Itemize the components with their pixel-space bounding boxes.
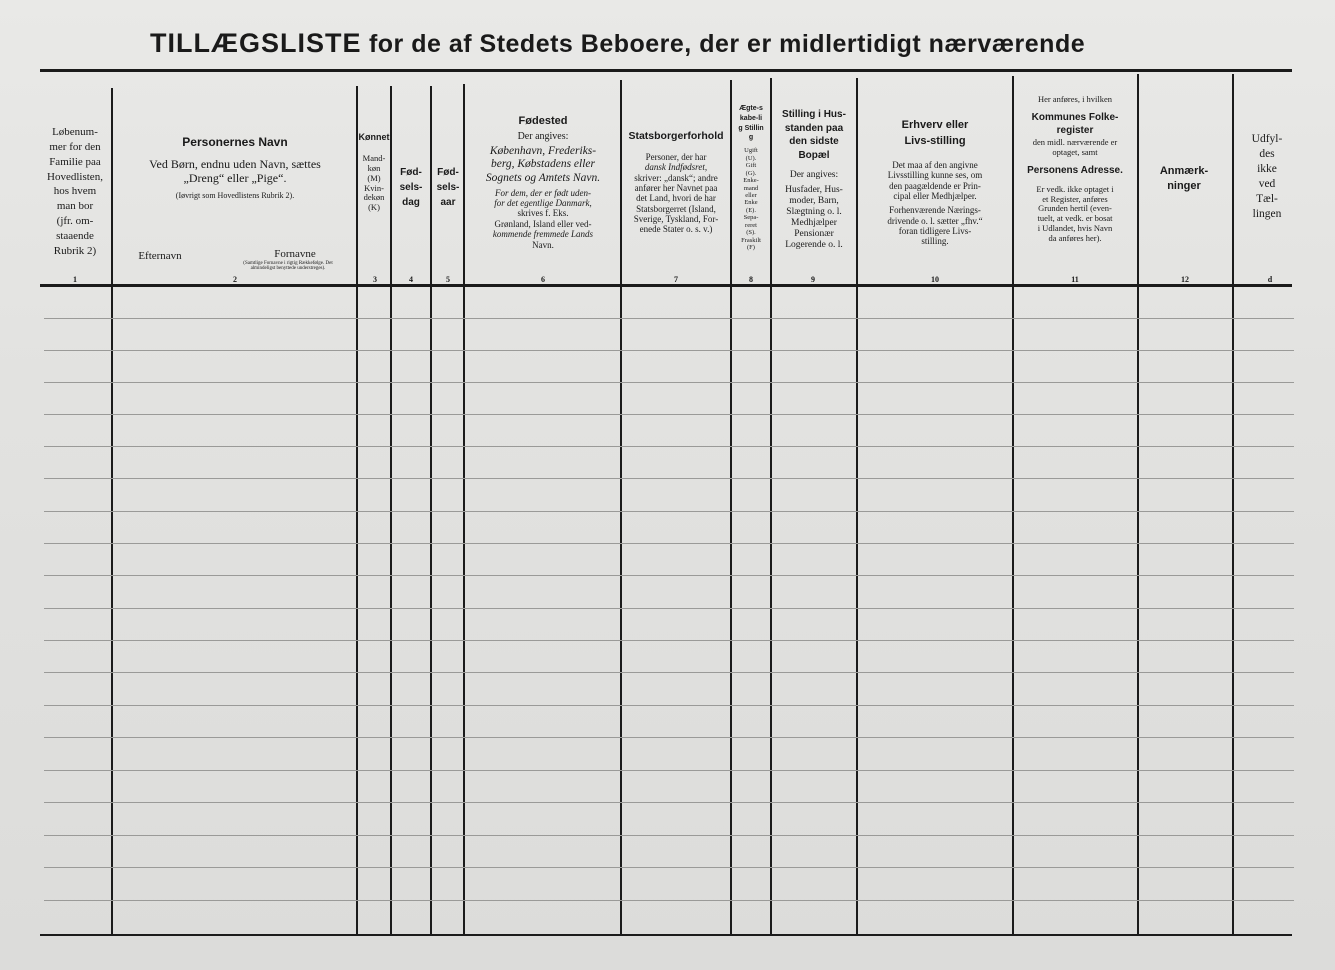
col8-line: (G). bbox=[745, 169, 757, 177]
row-line bbox=[44, 608, 1294, 609]
col6-heading: Fødested bbox=[518, 115, 568, 127]
col7-header bbox=[622, 130, 730, 235]
col10-header bbox=[860, 118, 1010, 247]
col9-line: moder, Barn, bbox=[789, 195, 839, 206]
col8-line: (U). bbox=[745, 154, 757, 162]
col1-header bbox=[38, 125, 112, 259]
col-sep-4 bbox=[430, 86, 432, 934]
col8-line: Enke- bbox=[743, 177, 759, 185]
col1-line: (jfr. om- bbox=[56, 215, 94, 228]
cold-number: d bbox=[1267, 275, 1273, 284]
col2-fornavne-note: (Samtlige Fornavne i rigtig Rækkefølge. Det almindeligst benyttede understreges). bbox=[243, 261, 333, 272]
cold-line: ved bbox=[1258, 177, 1276, 190]
col7-line: Sverige, Tyskland, For- bbox=[633, 214, 719, 225]
col11-number: 11 bbox=[1071, 275, 1079, 284]
col9-line: Husfader, Hus- bbox=[785, 184, 843, 195]
col3-line: køn bbox=[367, 163, 381, 174]
col3-line: (K) bbox=[368, 202, 380, 213]
col8-line: eller bbox=[745, 192, 757, 199]
col11-line: da anføres her). bbox=[1048, 232, 1102, 243]
col1-line: Hovedlisten, bbox=[47, 170, 103, 183]
col10-number: 10 bbox=[931, 275, 939, 284]
row-line bbox=[44, 511, 1294, 512]
header-top-rule bbox=[40, 69, 1292, 72]
col6-line: Der angives: bbox=[517, 130, 569, 142]
col9-line: Logerende o. l. bbox=[785, 239, 843, 250]
form-title bbox=[150, 28, 1200, 59]
row-line bbox=[44, 672, 1294, 673]
col11-heading1: Kommunes Folke-register bbox=[1031, 111, 1119, 137]
col5-number: 5 bbox=[446, 275, 450, 284]
cold-line: ikke bbox=[1257, 162, 1277, 175]
col8-line: Enke bbox=[744, 199, 758, 207]
col6-line: Sognets og Amtets Navn. bbox=[485, 171, 601, 184]
col6-line: berg, Købstadens eller bbox=[490, 158, 596, 171]
form-title-rest: for de af Stedets Beboere, der er midlertidigt nærværende bbox=[368, 30, 1086, 58]
col9-heading: Stilling i Hus-standen paa den sidste Bopæl bbox=[782, 109, 846, 161]
cold-line: des bbox=[1259, 147, 1275, 160]
col4-heading: Fød-sels-dag bbox=[399, 167, 423, 208]
row-line bbox=[44, 770, 1294, 771]
row-line bbox=[44, 575, 1294, 576]
row-line bbox=[44, 867, 1294, 868]
col1-line: staaende bbox=[56, 229, 94, 242]
cold-line: lingen bbox=[1252, 207, 1282, 220]
col8-number: 8 bbox=[749, 275, 753, 284]
col8-line: mand bbox=[743, 184, 759, 192]
col7-line: enede Stater o. s. v.) bbox=[639, 224, 713, 235]
col6-line: Navn. bbox=[532, 239, 554, 250]
col11-line: tuelt, at vedk. er bosat bbox=[1037, 213, 1113, 224]
col2-efternavn: Efternavn bbox=[138, 250, 182, 262]
col2-note: (Iøvrigt som Hovedlistens Rubrik 2). bbox=[175, 191, 295, 201]
col8-heading: Ægte-skabe-lig Stilling bbox=[738, 105, 764, 142]
row-line bbox=[44, 478, 1294, 479]
row-line bbox=[44, 350, 1294, 351]
col3-number: 3 bbox=[373, 275, 377, 284]
col9-line: Medhjælper bbox=[791, 217, 837, 228]
cold-line: Udfyl- bbox=[1251, 133, 1283, 145]
col1-line: man bor bbox=[56, 200, 94, 213]
col8-line: Gift bbox=[745, 162, 757, 170]
col11-top: Her anføres, i hvilken bbox=[1037, 94, 1113, 104]
col3-line: dekøn bbox=[363, 192, 385, 203]
col11-line: i Udlandet, hvis Navn bbox=[1037, 222, 1113, 233]
col11-line: Grunden hertil (even- bbox=[1038, 203, 1112, 214]
col11-line: Er vedk. ikke optaget i bbox=[1036, 183, 1114, 194]
row-line bbox=[44, 640, 1294, 641]
cold-line: Tæl- bbox=[1256, 192, 1278, 205]
col7-line: skriver: „dansk“; andre bbox=[634, 172, 718, 183]
row-line bbox=[44, 737, 1294, 738]
col7-line: det Land, hvori de har bbox=[636, 193, 716, 204]
col9-line: Slægtning o. l. bbox=[786, 206, 842, 217]
row-line bbox=[44, 446, 1294, 447]
col1-line: hos hvem bbox=[53, 185, 97, 198]
col-sep-8 bbox=[770, 78, 772, 934]
row-line bbox=[44, 414, 1294, 415]
col9-line: Der angives: bbox=[789, 170, 839, 180]
col1-line: Løbenum- bbox=[52, 126, 98, 138]
col3-heading: Kønnet bbox=[358, 132, 390, 142]
col12-header bbox=[1152, 164, 1216, 194]
col1-line: mer for den bbox=[49, 140, 101, 153]
col1-number: 1 bbox=[73, 275, 77, 284]
col5-heading: Fød-sels-aar bbox=[436, 167, 460, 208]
col10-line: Forhenværende Nærings- bbox=[889, 205, 981, 216]
table-bottom-rule bbox=[40, 934, 1292, 936]
row-line bbox=[44, 802, 1294, 803]
col6-line: København, Frederiks- bbox=[489, 145, 597, 158]
col8-line: Fraskilt bbox=[741, 236, 761, 244]
row-line bbox=[44, 318, 1294, 319]
col2-number: 2 bbox=[233, 275, 237, 284]
col5-header bbox=[434, 165, 462, 210]
col-sep-12 bbox=[1232, 74, 1234, 934]
col-sep-11 bbox=[1137, 74, 1139, 934]
col6-line: Grønland, Island eller ved- bbox=[494, 218, 592, 229]
col7-line: Statsborgerret (Island, bbox=[636, 203, 716, 214]
col6-line: kommende fremmede Lands bbox=[492, 229, 594, 240]
col7-heading: Statsborgerforhold bbox=[628, 130, 724, 142]
col8-header bbox=[732, 104, 770, 252]
col11-header bbox=[1014, 95, 1136, 243]
col7-line: Personer, der har bbox=[645, 152, 707, 163]
col10-line: foran tidligere Livs- bbox=[898, 225, 972, 236]
col10-line: stilling. bbox=[921, 236, 949, 247]
col-sep-9 bbox=[856, 78, 858, 934]
col6-line: skrives f. Eks. bbox=[517, 208, 569, 219]
row-line bbox=[44, 835, 1294, 836]
header-bottom-rule bbox=[40, 284, 1292, 287]
col3-line: Kvin- bbox=[364, 182, 384, 193]
row-line bbox=[44, 900, 1294, 901]
col8-line: reret bbox=[745, 221, 757, 229]
col11-heading2: Personens Adresse. bbox=[1027, 165, 1123, 177]
col7-number: 7 bbox=[674, 275, 678, 284]
col6-line: For dem, der er født uden- bbox=[495, 187, 591, 198]
col-sep-2 bbox=[356, 86, 358, 934]
col3-header bbox=[358, 132, 390, 213]
col6-line: for det egentlige Danmark, bbox=[494, 198, 592, 209]
col-sep-3 bbox=[390, 86, 392, 934]
col-sep-5 bbox=[463, 84, 465, 934]
col10-line: den paagældende er Prin- bbox=[889, 180, 981, 191]
col10-line: drivende o. l. sætter „fhv.“ bbox=[887, 215, 983, 226]
col9-number: 9 bbox=[811, 275, 815, 284]
col4-header bbox=[394, 165, 428, 210]
col2-line1: Ved Børn, endnu uden Navn, sættes bbox=[149, 156, 321, 171]
col1-line: Rubrik 2) bbox=[53, 244, 97, 257]
col2-line2: „Dreng“ eller „Pige“. bbox=[183, 170, 287, 185]
row-line bbox=[44, 705, 1294, 706]
col2-fornavne: Fornavne bbox=[274, 248, 316, 260]
col7-line: anfører her Navnet paa bbox=[634, 183, 718, 194]
col9-line: Pensionær bbox=[794, 228, 834, 239]
col4-number: 4 bbox=[409, 275, 413, 284]
col10-line: Det maa af den angivne bbox=[892, 159, 978, 170]
col3-line: Mand- bbox=[362, 153, 386, 164]
col12-number: 12 bbox=[1181, 275, 1189, 284]
col8-line: Ugift bbox=[744, 147, 758, 155]
col11-mid: den midl. nærværende er optaget, samt bbox=[1032, 136, 1118, 157]
col12-heading: Anmærk-ninger bbox=[1159, 165, 1209, 192]
col8-line: Sepa- bbox=[743, 214, 759, 222]
row-line bbox=[44, 382, 1294, 383]
row-line bbox=[44, 543, 1294, 544]
col8-line: (E). bbox=[746, 206, 756, 214]
col10-line: cipal eller Medhjælper. bbox=[893, 190, 977, 201]
col2-header bbox=[114, 136, 356, 201]
col2-heading: Personernes Navn bbox=[182, 135, 288, 149]
col10-heading: Erhverv eller Livs-stilling bbox=[901, 119, 969, 147]
col6-number: 6 bbox=[541, 275, 545, 284]
col1-line: Familie paa bbox=[49, 155, 101, 168]
col8-line: (F) bbox=[747, 244, 755, 252]
col3-line: (M) bbox=[367, 172, 381, 183]
form-title-main: TILLÆGSLISTE bbox=[150, 28, 362, 58]
col7-line: dansk Indfødsret, bbox=[644, 162, 708, 173]
col6-header bbox=[467, 115, 619, 250]
col8-line: (S). bbox=[746, 229, 756, 237]
col11-line: et Register, anføres bbox=[1042, 193, 1108, 204]
col10-line: Livsstilling kunne ses, om bbox=[887, 170, 983, 181]
cold-header bbox=[1238, 132, 1296, 222]
col9-header bbox=[774, 108, 854, 250]
